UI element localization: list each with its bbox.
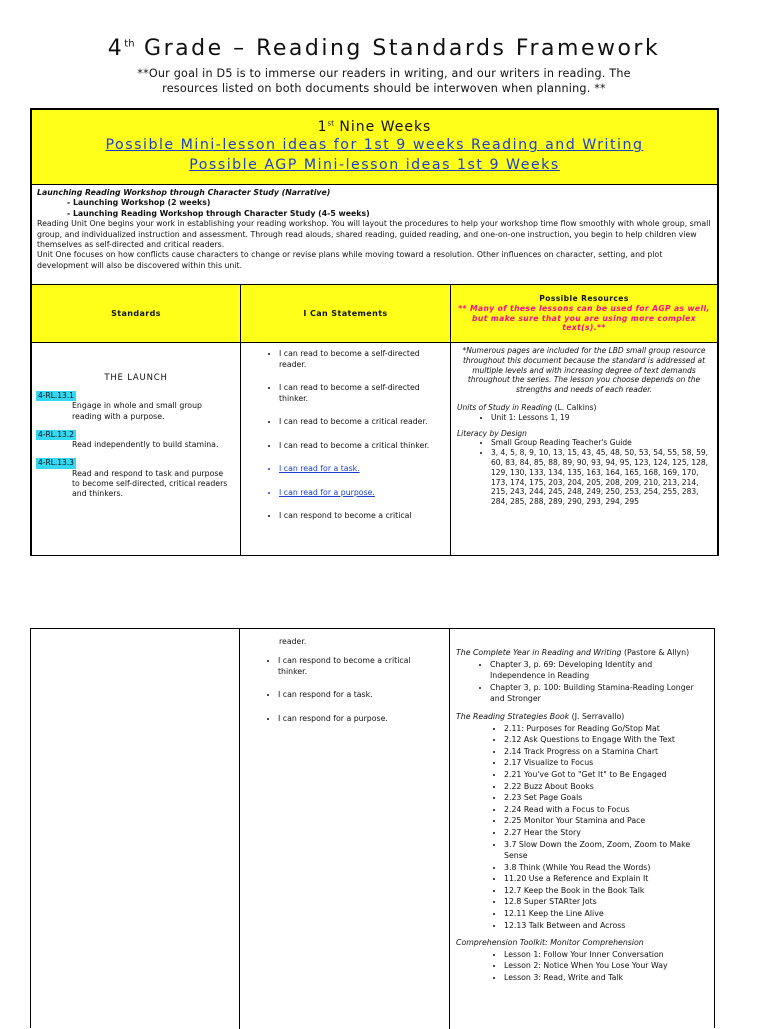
list-item: • 12.8 Super STARter Jots [504,896,708,908]
standards-cell [32,343,241,555]
ican-list [241,349,450,522]
list-item: • 2.21 You've Got to "Get It" to Be Engaged [504,769,708,781]
mini-lesson-link[interactable]: Possible Mini-lesson ideas for 1st 9 weeks Reading and Writing [105,137,644,153]
page-title [0,36,768,61]
standard-text: Read and respond to task and purpose to become self-directed, critical readers and thinkers. [72,468,228,499]
list-item: • 2.17 Visualize to Focus [504,757,708,769]
table-body-row-continued [31,629,714,1029]
list-item: • 3.8 Think (While You Read the Words) [504,862,708,874]
title-text: Grade – Reading Standards Framework [134,36,661,61]
list-item: • Chapter 3, p. 100: Building Stamina-Reading Longer and Stronger [490,682,708,705]
ican-item: • I can read to become a self-directed reader. [279,349,450,370]
list-item: • Small Group Reading Teacher's Guide [491,438,711,448]
units-author: (L. Calkins) [552,402,597,412]
list-item: • 3, 4, 5, 8, 9, 10, 13, 15, 43, 45, 48, 50, 53, 54, 55, 58, 59, 60, 83, 84, 85, 88, 89, 90, 93, 94, 95, 123, 124, 125, 128, 129, 130, 133, 134, 135, 163, 164, 165, 168, 169, 170, 173, 174, 175, 203, 204, 205, 208, 209, 210, 213, 214, 215, 243, 244, 245, 248, 249, 250, 253, 254, 255, 283, 284, 285, 288, 289, 290, 293, 294, 295 [491,448,711,507]
unit-paragraph-2: Unit One focuses on how conflicts cause characters to change or revise plans while moving toward a resolution. Other influences on character, setting, and plot development will also be discovered within this unit. [37,250,663,270]
standard-text: Engage in whole and small group reading with a purpose. [72,401,202,421]
list-item: • 12.13 Talk Between and Across [504,920,708,932]
resources-header-note: ** Many of these lessons can be used for AGP as well, but make sure that you are using more complex text(s).** [458,303,710,333]
complete-year-title: The Complete Year in Reading and Writing [456,648,622,657]
list-item: • 2.25 Monitor Your Stamina and Pace [504,815,708,827]
ican-header: I Can Statements [241,285,451,342]
goal-statement [0,66,768,96]
unit-sub-1: - Launching Workshop (2 weeks) [67,198,211,208]
list-item: • 12.7 Keep the Book in the Book Talk [504,885,708,897]
list-item: • 2.24 Read with a Focus to Focus [504,804,708,816]
list-item: • Lesson 1: Follow Your Inner Conversation [504,949,708,961]
ican-link-item[interactable]: • I can read for a task. [279,464,450,475]
resources-cell-continued [450,629,714,1029]
standards-cell-continued [31,629,240,1029]
list-item: • Lesson 2: Notice When You Lose Your Way [504,960,708,972]
list-item: • 2.12 Ask Questions to Engage With the Text [504,734,708,746]
ican-item: • I can read to become a critical thinker. [279,441,450,452]
period-number: 1 [317,119,328,135]
unit-sub-2: - Launching Reading Workshop through Character Study (4-5 weeks) [67,208,370,218]
resources-header [451,285,717,342]
unit-paragraph-1: Reading Unit One begins your work in establishing your reading workshop. You will layout the procedures to help your workshop time flow smoothly with whole group, small group, and individualized instruction and assessment. Through read alouds, shared reading, guided reading, and one-on-one instruction, you begin to help children view themselves as self-directed and critical readers. [37,219,711,250]
strategies-author: (J. Serravallo) [569,711,625,721]
list-item: • 2.14 Track Progress on a Stamina Chart [504,746,708,758]
unit-heading: Launching Reading Workshop through Character Study (Narrative) [37,188,331,197]
ican-item: • I can respond for a task. [278,690,449,701]
toolkit-list [456,949,708,984]
list-item: • 3.7 Slow Down the Zoom, Zoom, Zoom to Make Sense [504,839,708,862]
ican-item: • I can respond for a purpose. [278,714,449,725]
strategies-heading [456,711,708,723]
framework-table-page-2 [30,628,715,1028]
period-label: Nine Weeks [333,119,432,135]
goal-line-2: resources listed on both documents should be interwoven when planning. ** [162,82,606,95]
ican-cell-continued [240,629,450,1029]
standard-code: 4-RL.13.3 [38,458,74,468]
standard-text: Read independently to build stamina. [72,440,219,450]
units-list [457,413,711,423]
resources-header-title: Possible Resources [539,294,629,304]
units-title: Units of Study in Reading [457,402,553,412]
list-item: • 11.20 Use a Reference and Explain It [504,873,708,885]
list-item: • 12.11 Keep the Line Alive [504,908,708,920]
list-item: • 2.27 Hear the Story [504,827,708,839]
period-heading [32,110,717,135]
table-header-row [32,285,717,343]
strategies-title: The Reading Strategies Book [456,711,570,721]
table-body-row [32,343,717,555]
toolkit-title: Comprehension Toolkit: Monitor Comprehension [456,938,644,948]
ican-cell [241,343,451,555]
nine-weeks-banner [32,110,717,185]
standard-item [32,430,240,451]
framework-table-page-1 [30,108,719,556]
period-superscript: st [327,119,334,128]
list-item: • 2.23 Set Page Goals [504,792,708,804]
units-of-study [457,403,711,413]
standard-item [32,391,240,422]
complete-year-heading [456,647,708,659]
standards-header: Standards [32,285,241,342]
list-item: • 2.22 Buzz About Books [504,781,708,793]
literacy-list [457,438,711,507]
ican-item: • I can respond to become a critical thinker. [278,656,449,677]
resources-cell [451,343,717,555]
agp-mini-lesson-link[interactable]: Possible AGP Mini-lesson ideas 1st 9 Weeks [189,157,560,173]
ican-link-item[interactable]: • I can read for a purpose. [279,488,450,499]
ican-list-continued [240,656,449,724]
standard-item [32,458,240,499]
goal-line-1: **Our goal in D5 is to immerse our readers in writing, and our writers in reading. The [137,67,631,80]
literacy-title: Literacy by Design [457,428,527,438]
strategies-list [456,723,708,932]
complete-year-author: (Pastore & Allyn) [621,648,690,657]
launch-label: THE LAUNCH [104,373,168,383]
unit-description [32,185,717,285]
complete-year-list [456,659,708,705]
list-item: • Unit 1: Lessons 1, 19 [491,413,711,423]
standard-code: 4-RL.13.2 [38,429,74,439]
standard-code: 4-RL.13.1 [38,391,74,400]
title-prefix: 4 [107,36,125,61]
list-item: • 2.11: Purposes for Reading Go/Stop Mat [504,723,708,735]
ican-item: • I can read to become a critical reader. [279,417,450,428]
title-superscript: th [124,38,135,50]
ican-continued-text: reader. [279,637,307,646]
list-item: • Chapter 3, p. 69: Developing Identity and Independence in Reading [490,659,708,682]
list-item: • Lesson 3: Read, Write and Talk [504,972,708,984]
ican-item: • I can respond to become a critical [279,511,450,522]
resources-note: *Numerous pages are included for the LBD small group resource throughout this document because the standard is addressed at multiple levels and with increasing degree of text demands throughout the series. The lesson you choose depends on the strengths and needs of each reader. [462,346,706,395]
ican-item: • I can read to become a self-directed thinker. [279,383,450,404]
